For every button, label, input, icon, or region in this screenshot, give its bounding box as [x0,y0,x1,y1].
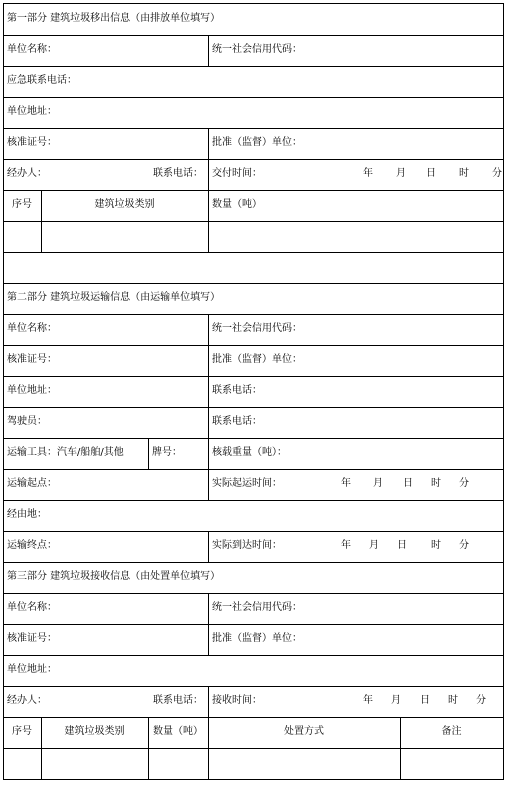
part2-unit-name-label: 单位名称： [7,323,57,334]
part1-approval-unit-label: 批准（监督）单位： [212,137,302,148]
row-rule [3,686,504,687]
part1-emergency-phone-label: 应急联系电话： [7,75,77,86]
part3-header-seq: 序号 [12,726,32,737]
part3-approval-unit-label: 批准（监督）单位： [212,633,302,644]
row-rule [3,500,504,501]
row-rule [3,624,504,625]
time-unit-minute: 分 [459,478,469,489]
part1-header-seq: 序号 [12,199,32,210]
row-rule [3,159,504,160]
row-rule [3,376,504,377]
part3-permit-no-label: 核准证号： [7,633,57,644]
row-rule [3,779,504,780]
part1-credit-code-label: 统一社会信用代码： [212,44,302,55]
col-rule [208,593,209,655]
time-unit-year: 年 [363,168,373,179]
part2-address-label: 单位地址： [7,385,57,396]
part1-contact-phone-label: 联系电话： [153,168,203,179]
time-unit-year: 年 [363,695,373,706]
border-left [3,3,4,780]
row-rule [3,407,504,408]
col-rule [208,35,209,66]
part2-credit-code-label: 统一社会信用代码： [212,323,302,334]
part2-transport-tool-label: 运输工具：汽车/船舶/其他 [7,447,124,458]
time-unit-day: 日 [420,695,430,706]
part1-permit-no-label: 核准证号： [7,137,57,148]
time-unit-minute: 分 [476,695,486,706]
part2-driver-label: 驾驶员： [7,416,47,427]
part3-header-disposal-method: 处置方式 [284,726,324,737]
part2-arrive-time-label: 实际到达时间： [212,540,282,551]
part1-handover-time-label: 交付时间： [212,168,262,179]
col-rule [148,438,149,469]
row-rule [3,190,504,191]
part1-unit-name-label: 单位名称： [7,44,57,55]
row-rule [3,221,504,222]
part2-start-point-label: 运输起点： [7,478,57,489]
part3-header-remarks: 备注 [441,726,462,737]
row-rule [3,66,504,67]
time-unit-month: 月 [396,168,406,179]
row-rule [3,35,504,36]
part2-contact-phone-label: 联系电话： [212,385,262,396]
part2-title: 第二部分 建筑垃圾运输信息（由运输单位填写） [7,292,221,303]
row-rule [3,655,504,656]
time-unit-hour: 时 [448,695,458,706]
time-unit-hour: 时 [459,168,469,179]
row-rule [3,252,504,253]
part1-header-category: 建筑垃圾类别 [94,199,155,210]
part1-title: 第一部分 建筑垃圾移出信息（由排放单位填写） [7,13,221,24]
part3-header-category: 建筑垃圾类别 [64,726,125,737]
row-rule [3,562,504,563]
row-rule [3,438,504,439]
col-rule [208,314,209,500]
time-unit-minute: 分 [492,168,502,179]
part2-approval-unit-label: 批准（监督）单位： [212,354,302,365]
part2-plate-no-label: 牌号： [152,447,182,458]
part1-address-label: 单位地址： [7,106,57,117]
time-unit-month: 月 [373,478,383,489]
time-unit-month: 月 [369,540,379,551]
time-unit-day: 日 [403,478,413,489]
row-rule [3,531,504,532]
time-unit-day: 日 [397,540,407,551]
row-rule [3,717,504,718]
border-right [503,3,504,780]
part2-via-label: 经由地： [7,509,47,520]
time-unit-month: 月 [391,695,401,706]
time-unit-year: 年 [341,540,351,551]
time-unit-minute: 分 [459,540,469,551]
part3-credit-code-label: 统一社会信用代码： [212,602,302,613]
part3-address-label: 单位地址： [7,664,57,675]
part2-permit-no-label: 核准证号： [7,354,57,365]
part3-title: 第三部分 建筑垃圾接收信息（由处置单位填写） [7,571,221,582]
row-rule [3,283,504,284]
part1-header-quantity: 数量（吨） [212,199,262,210]
row-rule [3,128,504,129]
part2-load-capacity-label: 核载重量（吨）： [212,447,287,458]
part1-handler-label: 经办人： [7,168,47,179]
time-unit-hour: 时 [431,540,441,551]
row-rule [3,469,504,470]
row-rule [3,97,504,98]
part3-unit-name-label: 单位名称： [7,602,57,613]
row-rule [3,593,504,594]
part2-end-point-label: 运输终点： [7,540,57,551]
col-rule [208,531,209,562]
part2-depart-time-label: 实际起运时间： [212,478,282,489]
part3-handler-label: 经办人： [7,695,47,706]
part2-driver-phone-label: 联系电话： [212,416,262,427]
row-rule [3,3,504,4]
time-unit-hour: 时 [431,478,441,489]
part3-header-quantity: 数量（吨） [153,726,203,737]
time-unit-day: 日 [426,168,436,179]
waste-transfer-form [3,3,504,780]
row-rule [3,748,504,749]
col-rule [208,128,209,252]
row-rule [3,314,504,315]
time-unit-year: 年 [341,478,351,489]
part3-receive-time-label: 接收时间： [212,695,262,706]
part3-contact-phone-label: 联系电话： [153,695,203,706]
row-rule [3,345,504,346]
